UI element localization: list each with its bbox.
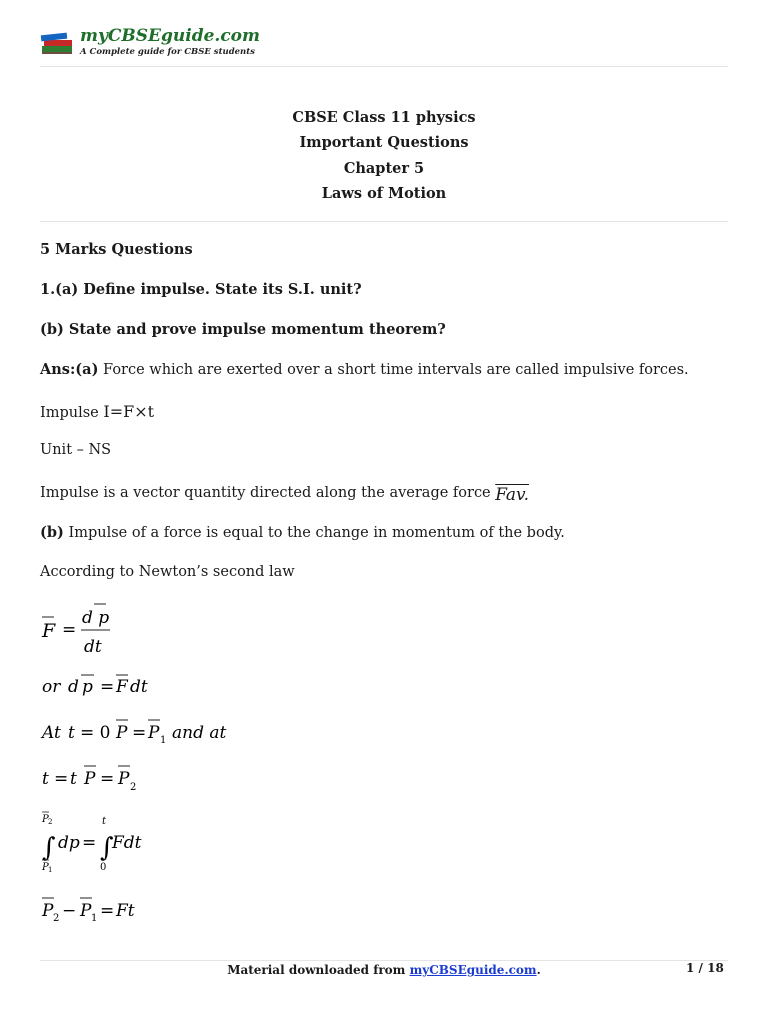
impulse-line [40, 402, 154, 421]
svg-text:=: = [54, 769, 69, 789]
svg-text:1: 1 [160, 735, 167, 746]
svg-text:Ft: Ft [116, 901, 135, 921]
answer-text: Force which are exerted over a short time intervals are called impulsive forces. [98, 362, 689, 378]
part-b-label: (b) [40, 524, 64, 541]
header-divider [40, 66, 728, 67]
svg-text:t: t [70, 769, 77, 789]
logo-name: myCBSEguide.com [80, 26, 261, 46]
svg-text:t: t [68, 723, 75, 743]
impulse-label: Impulse [40, 405, 104, 421]
svg-text:1: 1 [91, 913, 98, 924]
site-logo [40, 26, 261, 60]
title-line-4: Laws of Motion [321, 185, 447, 202]
footer-link[interactable]: myCBSEguide.com [409, 963, 537, 977]
part-b-text: Impulse of a force is equal to the change in momentum of the body. [63, 525, 565, 541]
books-icon [40, 30, 76, 56]
equation-4 [40, 762, 160, 798]
svg-text:2: 2 [53, 913, 60, 924]
svg-text:F: F [116, 677, 128, 697]
svg-text:−: − [62, 901, 77, 921]
svg-text:P: P [118, 769, 130, 789]
svg-text:= 0: = 0 [80, 723, 111, 743]
footer [0, 963, 768, 977]
svg-text:0: 0 [100, 862, 107, 873]
eq1-denominator: dt [84, 637, 102, 657]
svg-text:Fdt: Fdt [112, 833, 142, 853]
equation-3 [40, 716, 240, 748]
svg-text:=: = [100, 901, 115, 921]
section-heading: 5 Marks Questions [40, 241, 193, 258]
svg-text:P: P [80, 901, 92, 921]
part-b [40, 524, 565, 541]
svg-text:2: 2 [130, 782, 137, 793]
svg-text:∫: ∫ [42, 833, 56, 863]
title-line-1: CBSE Class 11 physics [292, 109, 476, 126]
svg-text:and at: and at [172, 723, 227, 743]
svg-text:dp: dp [58, 833, 80, 853]
unit-line: Unit – NS [40, 442, 112, 458]
logo-tagline: A Complete guide for CBSE students [80, 47, 255, 57]
svg-text:P: P [42, 862, 49, 873]
svg-text:t: t [102, 816, 107, 827]
eq1-equals: = [62, 620, 77, 640]
svg-text:P: P [42, 901, 54, 921]
title-divider [40, 221, 728, 222]
svg-text:d: d [68, 677, 79, 697]
equation-5 [38, 810, 168, 876]
svg-text:At: At [42, 723, 61, 743]
impulse-formula: I=F×t [103, 402, 155, 421]
svg-text:dt: dt [130, 677, 148, 697]
svg-text:2: 2 [48, 818, 53, 826]
vector-line [40, 482, 530, 505]
svg-text:=: = [100, 769, 115, 789]
svg-text:P: P [148, 723, 160, 743]
question-1a: 1.(a) Define impulse. State its S.I. unit? [40, 281, 362, 298]
svg-text:or: or [42, 677, 61, 697]
equation-2 [40, 668, 190, 700]
svg-text:∫: ∫ [100, 833, 114, 863]
title-line-2: Important Questions [299, 134, 469, 151]
answer-a [40, 361, 689, 378]
svg-text:t: t [42, 769, 49, 789]
footer-period: . [536, 963, 541, 977]
answer-label: Ans:(a) [40, 361, 99, 378]
average-force-formula: Fav. [495, 485, 530, 505]
equation-1 [40, 600, 160, 658]
svg-text:=: = [100, 677, 115, 697]
svg-text:1: 1 [48, 866, 53, 874]
vector-text: Impulse is a vector quantity directed along the average force [40, 485, 491, 501]
page-number: 1 / 18 [686, 961, 724, 975]
eq1-numerator: d p [82, 608, 110, 628]
svg-text:P: P [84, 769, 96, 789]
svg-text:P: P [42, 814, 49, 825]
footer-text: Material downloaded from [227, 963, 410, 977]
title-line-3: Chapter 5 [343, 160, 425, 177]
svg-text:=: = [82, 833, 97, 853]
svg-text:p: p [82, 677, 93, 697]
newton-line: According to Newton’s second law [40, 564, 295, 580]
question-1b: (b) State and prove impulse momentum theorem? [40, 321, 446, 338]
svg-text:=: = [132, 723, 147, 743]
svg-text:P: P [116, 723, 128, 743]
eq1-force: F [42, 620, 56, 642]
footer-divider [40, 960, 728, 961]
equation-6 [40, 892, 160, 926]
